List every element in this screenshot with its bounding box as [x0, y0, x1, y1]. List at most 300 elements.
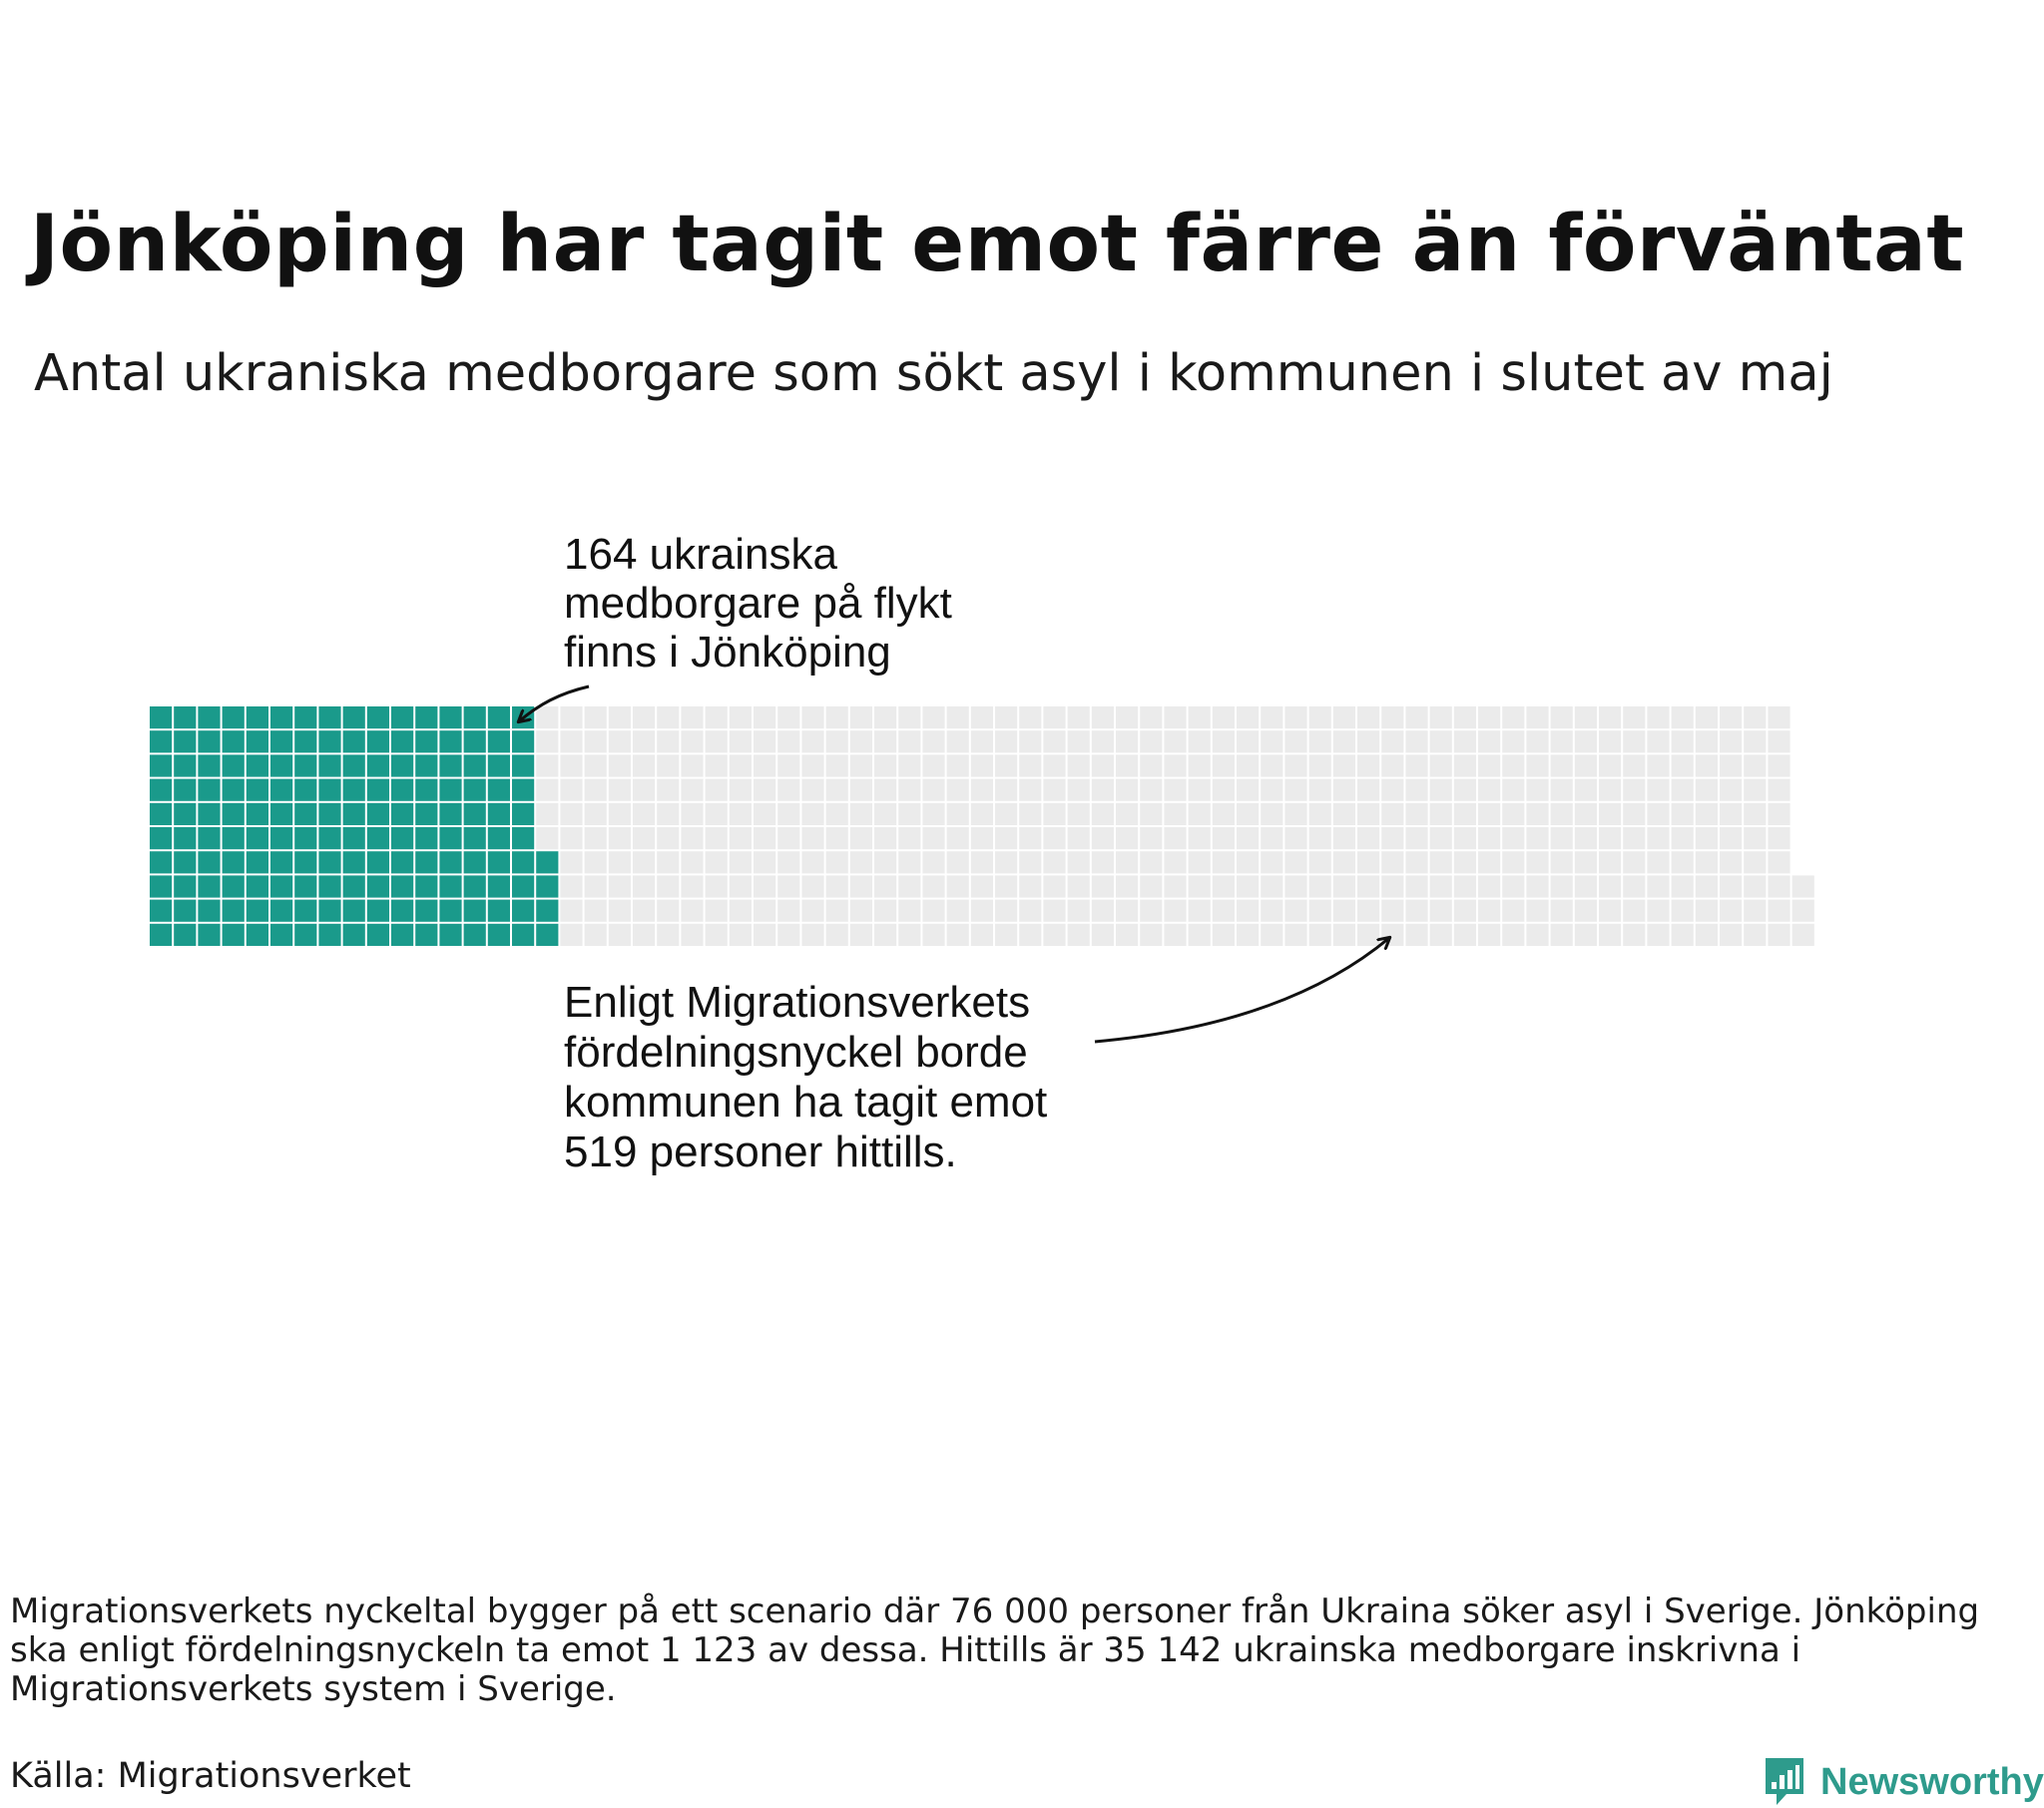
waffle-cell-expected	[826, 924, 848, 946]
waffle-cell-actual	[247, 779, 268, 801]
waffle-cell-actual	[439, 754, 461, 776]
waffle-cell-expected	[1237, 924, 1259, 946]
waffle-cell-expected	[706, 803, 728, 825]
waffle-cell-actual	[223, 730, 245, 752]
waffle-cell-expected	[706, 875, 728, 897]
waffle-cell-actual	[223, 900, 245, 922]
waffle-cell-actual	[367, 851, 389, 873]
waffle-cell-expected	[1599, 924, 1621, 946]
waffle-cell-expected	[922, 900, 944, 922]
waffle-cell-expected	[1599, 803, 1621, 825]
waffle-cell-expected	[1526, 730, 1548, 752]
waffle-cell-expected	[1237, 827, 1259, 849]
waffle-cell-expected	[754, 851, 775, 873]
waffle-cell-actual	[415, 924, 437, 946]
waffle-cell-expected	[1405, 924, 1427, 946]
waffle-cell-actual	[391, 706, 413, 728]
waffle-cell-expected	[777, 900, 799, 922]
waffle-cell-expected	[1116, 754, 1138, 776]
waffle-cell-expected	[1164, 779, 1186, 801]
waffle-cell-actual	[439, 827, 461, 849]
waffle-cell-actual	[488, 851, 510, 873]
waffle-cell-expected	[657, 706, 679, 728]
waffle-cell-expected	[1043, 730, 1065, 752]
waffle-cell-expected	[1430, 730, 1452, 752]
waffle-cell-expected	[1623, 779, 1645, 801]
annotation-actual-line: medborgare på flykt	[564, 579, 952, 628]
waffle-cell-expected	[898, 803, 920, 825]
waffle-cell-actual	[488, 900, 510, 922]
waffle-cell-expected	[1720, 706, 1742, 728]
waffle-cell-expected	[971, 827, 993, 849]
waffle-cell-expected	[777, 730, 799, 752]
waffle-cell-expected	[1647, 875, 1669, 897]
waffle-cell-expected	[777, 827, 799, 849]
waffle-cell-expected	[874, 730, 896, 752]
waffle-cell-actual	[294, 851, 316, 873]
waffle-cell-expected	[560, 924, 582, 946]
waffle-cell-expected	[1116, 779, 1138, 801]
waffle-cell-actual	[439, 803, 461, 825]
waffle-cell-actual	[198, 924, 220, 946]
waffle-cell-expected	[1526, 803, 1548, 825]
waffle-cell-expected	[1502, 924, 1524, 946]
waffle-cell-expected	[1672, 706, 1694, 728]
waffle-cell-expected	[1068, 875, 1090, 897]
waffle-cell-expected	[801, 924, 823, 946]
waffle-cell-expected	[1092, 900, 1114, 922]
waffle-cell-expected	[971, 706, 993, 728]
waffle-cell-actual	[270, 924, 292, 946]
waffle-cell-expected	[1575, 900, 1597, 922]
waffle-cell-expected	[1696, 900, 1718, 922]
annotation-actual-line: 164 ukrainska	[564, 530, 837, 579]
waffle-cell-expected	[1478, 827, 1500, 849]
waffle-cell-expected	[1478, 706, 1500, 728]
waffle-cell-actual	[270, 779, 292, 801]
waffle-cell-expected	[1623, 827, 1645, 849]
waffle-cell-expected	[1237, 730, 1259, 752]
waffle-cell-expected	[1768, 754, 1789, 776]
waffle-cell-expected	[1261, 827, 1282, 849]
waffle-cell-expected	[1478, 851, 1500, 873]
waffle-cell-expected	[1116, 827, 1138, 849]
waffle-cell-expected	[995, 730, 1017, 752]
waffle-cell-expected	[1744, 779, 1766, 801]
waffle-cell-expected	[609, 803, 631, 825]
waffle-cell-expected	[730, 730, 752, 752]
waffle-cell-expected	[826, 803, 848, 825]
waffle-cell-actual	[439, 779, 461, 801]
waffle-cell-expected	[1019, 779, 1041, 801]
waffle-cell-expected	[1672, 875, 1694, 897]
waffle-cell-expected	[1189, 851, 1211, 873]
waffle-cell-expected	[971, 779, 993, 801]
waffle-cell-actual	[247, 900, 268, 922]
waffle-cell-expected	[536, 827, 558, 849]
waffle-cell-expected	[1043, 803, 1065, 825]
waffle-cell-expected	[1575, 754, 1597, 776]
waffle-cell-expected	[1744, 827, 1766, 849]
waffle-cell-expected	[1213, 875, 1235, 897]
waffle-cell-expected	[1068, 803, 1090, 825]
waffle-cell-expected	[1261, 754, 1282, 776]
waffle-cell-expected	[1575, 779, 1597, 801]
waffle-cell-expected	[1672, 851, 1694, 873]
waffle-cell-actual	[512, 730, 534, 752]
waffle-cell-expected	[1261, 706, 1282, 728]
waffle-cell-expected	[947, 754, 969, 776]
waffle-cell-expected	[1647, 754, 1669, 776]
waffle-cell-expected	[1647, 706, 1669, 728]
waffle-cell-expected	[1405, 827, 1427, 849]
waffle-cell-expected	[1309, 730, 1331, 752]
waffle-cell-expected	[777, 754, 799, 776]
waffle-cell-expected	[706, 706, 728, 728]
waffle-cell-expected	[1792, 900, 1814, 922]
waffle-cell-expected	[1405, 875, 1427, 897]
waffle-cell-expected	[1599, 779, 1621, 801]
waffle-cell-expected	[1140, 730, 1162, 752]
waffle-cell-expected	[1672, 779, 1694, 801]
waffle-cell-actual	[512, 827, 534, 849]
waffle-cell-expected	[1430, 851, 1452, 873]
waffle-cell-actual	[464, 900, 486, 922]
waffle-cell-actual	[391, 924, 413, 946]
waffle-cell-expected	[898, 900, 920, 922]
waffle-cell-expected	[730, 924, 752, 946]
waffle-cell-expected	[1647, 779, 1669, 801]
waffle-cell-actual	[247, 730, 268, 752]
waffle-cell-actual	[174, 875, 196, 897]
waffle-cell-expected	[874, 875, 896, 897]
waffle-cell-actual	[270, 754, 292, 776]
waffle-cell-expected	[1309, 779, 1331, 801]
waffle-cells	[150, 706, 1814, 946]
waffle-cell-expected	[1575, 851, 1597, 873]
waffle-cell-expected	[1720, 900, 1742, 922]
waffle-cell-expected	[1696, 924, 1718, 946]
waffle-cell-expected	[1164, 730, 1186, 752]
waffle-cell-expected	[1237, 779, 1259, 801]
waffle-cell-actual	[536, 875, 558, 897]
waffle-cell-expected	[657, 754, 679, 776]
waffle-cell-expected	[560, 827, 582, 849]
waffle-cell-expected	[995, 924, 1017, 946]
waffle-cell-expected	[609, 900, 631, 922]
waffle-cell-expected	[1526, 851, 1548, 873]
waffle-cell-expected	[1092, 779, 1114, 801]
waffle-cell-expected	[1405, 754, 1427, 776]
waffle-cell-expected	[1623, 706, 1645, 728]
waffle-cell-expected	[560, 900, 582, 922]
waffle-cell-expected	[1454, 875, 1476, 897]
waffle-cell-expected	[1720, 779, 1742, 801]
waffle-cell-expected	[560, 803, 582, 825]
waffle-cell-expected	[1043, 827, 1065, 849]
waffle-cell-expected	[777, 924, 799, 946]
waffle-cell-expected	[730, 706, 752, 728]
waffle-cell-actual	[223, 924, 245, 946]
waffle-cell-expected	[1623, 875, 1645, 897]
waffle-cell-expected	[633, 730, 655, 752]
waffle-cell-actual	[174, 779, 196, 801]
waffle-cell-actual	[488, 779, 510, 801]
waffle-cell-actual	[343, 803, 365, 825]
waffle-cell-actual	[247, 827, 268, 849]
waffle-cell-expected	[1623, 900, 1645, 922]
waffle-cell-expected	[826, 827, 848, 849]
waffle-cell-actual	[488, 924, 510, 946]
waffle-cell-actual	[464, 875, 486, 897]
waffle-cell-actual	[439, 900, 461, 922]
waffle-cell-expected	[1502, 706, 1524, 728]
waffle-cell-actual	[415, 900, 437, 922]
waffle-cell-actual	[343, 706, 365, 728]
waffle-cell-expected	[1357, 875, 1379, 897]
waffle-cell-expected	[1405, 730, 1427, 752]
waffle-cell-expected	[1164, 851, 1186, 873]
waffle-cell-actual	[150, 827, 172, 849]
waffle-cell-expected	[874, 851, 896, 873]
waffle-cell-expected	[1357, 803, 1379, 825]
waffle-cell-expected	[609, 779, 631, 801]
waffle-cell-expected	[971, 730, 993, 752]
waffle-cell-expected	[1430, 827, 1452, 849]
waffle-cell-expected	[1237, 754, 1259, 776]
waffle-cell-expected	[633, 851, 655, 873]
waffle-cell-expected	[1284, 875, 1306, 897]
waffle-cell-expected	[536, 706, 558, 728]
waffle-cell-expected	[1189, 924, 1211, 946]
waffle-cell-expected	[657, 924, 679, 946]
waffle-cell-expected	[1019, 851, 1041, 873]
waffle-cell-expected	[1043, 875, 1065, 897]
waffle-cell-expected	[995, 900, 1017, 922]
waffle-cell-expected	[1140, 779, 1162, 801]
waffle-cell-expected	[706, 900, 728, 922]
waffle-cell-expected	[681, 730, 703, 752]
waffle-cell-expected	[1381, 827, 1403, 849]
waffle-cell-expected	[1189, 730, 1211, 752]
waffle-cell-actual	[174, 730, 196, 752]
waffle-cell-expected	[801, 900, 823, 922]
brand-logo	[1763, 1756, 2044, 1808]
waffle-cell-actual	[150, 779, 172, 801]
waffle-cell-expected	[801, 803, 823, 825]
waffle-cell-expected	[754, 706, 775, 728]
waffle-cell-actual	[367, 827, 389, 849]
waffle-cell-expected	[1309, 754, 1331, 776]
waffle-cell-expected	[1140, 827, 1162, 849]
waffle-cell-actual	[464, 706, 486, 728]
waffle-cell-expected	[754, 803, 775, 825]
waffle-cell-expected	[1284, 924, 1306, 946]
waffle-cell-expected	[1430, 754, 1452, 776]
waffle-cell-expected	[1405, 706, 1427, 728]
waffle-cell-expected	[1599, 900, 1621, 922]
waffle-cell-expected	[1768, 900, 1789, 922]
waffle-cell-expected	[1381, 706, 1403, 728]
waffle-cell-expected	[1116, 900, 1138, 922]
waffle-cell-actual	[198, 754, 220, 776]
waffle-cell-expected	[1213, 779, 1235, 801]
annotation-expected	[564, 978, 1060, 1176]
waffle-cell-expected	[1744, 875, 1766, 897]
waffle-cell-actual	[391, 900, 413, 922]
waffle-cell-actual	[318, 875, 340, 897]
waffle-cell-expected	[801, 779, 823, 801]
waffle-cell-actual	[294, 754, 316, 776]
waffle-cell-expected	[1502, 851, 1524, 873]
waffle-cell-expected	[1551, 924, 1573, 946]
waffle-cell-actual	[150, 803, 172, 825]
waffle-cell-expected	[1019, 803, 1041, 825]
waffle-cell-expected	[1381, 803, 1403, 825]
waffle-cell-expected	[1502, 754, 1524, 776]
waffle-cell-expected	[1502, 779, 1524, 801]
waffle-cell-expected	[1696, 875, 1718, 897]
waffle-cell-expected	[922, 754, 944, 776]
waffle-cell-actual	[343, 851, 365, 873]
waffle-cell-actual	[270, 900, 292, 922]
waffle-cell-expected	[947, 779, 969, 801]
waffle-cell-expected	[1526, 706, 1548, 728]
waffle-cell-expected	[754, 754, 775, 776]
waffle-cell-expected	[995, 754, 1017, 776]
waffle-cell-expected	[995, 851, 1017, 873]
waffle-cell-expected	[1284, 900, 1306, 922]
waffle-cell-expected	[1116, 851, 1138, 873]
waffle-cell-actual	[318, 851, 340, 873]
waffle-cell-expected	[1333, 779, 1355, 801]
waffle-cell-expected	[777, 803, 799, 825]
annotation-actual-line: finns i Jönköping	[564, 628, 891, 677]
waffle-cell-expected	[1333, 730, 1355, 752]
waffle-cell-actual	[318, 900, 340, 922]
waffle-cell-expected	[681, 779, 703, 801]
waffle-cell-expected	[1623, 730, 1645, 752]
waffle-cell-expected	[585, 924, 607, 946]
waffle-cell-expected	[850, 924, 872, 946]
waffle-cell-expected	[850, 706, 872, 728]
waffle-cell-actual	[294, 924, 316, 946]
waffle-cell-expected	[1430, 706, 1452, 728]
waffle-cell-expected	[1575, 875, 1597, 897]
waffle-cell-expected	[874, 779, 896, 801]
waffle-cell-expected	[1213, 730, 1235, 752]
waffle-cell-expected	[1164, 803, 1186, 825]
waffle-cell-expected	[1768, 730, 1789, 752]
waffle-cell-expected	[898, 730, 920, 752]
waffle-cell-expected	[1454, 900, 1476, 922]
waffle-cell-expected	[1744, 706, 1766, 728]
waffle-cell-expected	[1333, 875, 1355, 897]
waffle-cell-expected	[1333, 851, 1355, 873]
waffle-cell-expected	[947, 827, 969, 849]
waffle-cell-expected	[1068, 754, 1090, 776]
waffle-cell-expected	[730, 779, 752, 801]
waffle-cell-expected	[777, 706, 799, 728]
waffle-cell-expected	[1237, 875, 1259, 897]
waffle-cell-actual	[391, 730, 413, 752]
waffle-cell-expected	[1551, 803, 1573, 825]
waffle-cell-expected	[1478, 779, 1500, 801]
waffle-cell-expected	[898, 875, 920, 897]
waffle-cell-expected	[657, 779, 679, 801]
waffle-cell-expected	[657, 900, 679, 922]
waffle-cell-actual	[343, 924, 365, 946]
waffle-cell-expected	[609, 827, 631, 849]
waffle-cell-expected	[609, 754, 631, 776]
waffle-cell-expected	[1019, 924, 1041, 946]
waffle-cell-actual	[223, 827, 245, 849]
waffle-cell-actual	[488, 754, 510, 776]
waffle-cell-expected	[1261, 779, 1282, 801]
waffle-cell-actual	[343, 875, 365, 897]
waffle-cell-expected	[874, 754, 896, 776]
waffle-cell-actual	[343, 754, 365, 776]
waffle-cell-actual	[223, 706, 245, 728]
waffle-cell-expected	[1189, 803, 1211, 825]
waffle-cell-expected	[1357, 924, 1379, 946]
waffle-cell-expected	[633, 827, 655, 849]
waffle-cell-expected	[1213, 924, 1235, 946]
waffle-cell-expected	[971, 900, 993, 922]
waffle-cell-expected	[585, 900, 607, 922]
waffle-cell-actual	[439, 924, 461, 946]
waffle-cell-expected	[971, 875, 993, 897]
waffle-cell-actual	[488, 827, 510, 849]
waffle-cell-expected	[1744, 730, 1766, 752]
waffle-cell-expected	[850, 803, 872, 825]
waffle-cell-expected	[1575, 827, 1597, 849]
waffle-cell-expected	[1430, 803, 1452, 825]
waffle-cell-actual	[488, 803, 510, 825]
waffle-cell-expected	[1744, 900, 1766, 922]
waffle-cell-actual	[150, 851, 172, 873]
waffle-cell-expected	[1454, 803, 1476, 825]
waffle-cell-actual	[247, 851, 268, 873]
waffle-cell-expected	[898, 754, 920, 776]
waffle-cell-expected	[1068, 730, 1090, 752]
waffle-cell-expected	[1261, 803, 1282, 825]
waffle-cell-actual	[223, 754, 245, 776]
waffle-cell-expected	[826, 754, 848, 776]
waffle-cell-expected	[1454, 730, 1476, 752]
waffle-cell-actual	[150, 706, 172, 728]
waffle-cell-actual	[294, 827, 316, 849]
waffle-cell-expected	[536, 803, 558, 825]
waffle-cell-actual	[464, 754, 486, 776]
waffle-cell-actual	[367, 803, 389, 825]
waffle-cell-expected	[1309, 706, 1331, 728]
waffle-cell-expected	[1381, 900, 1403, 922]
waffle-cell-expected	[585, 779, 607, 801]
waffle-cell-expected	[1043, 851, 1065, 873]
waffle-cell-expected	[1551, 754, 1573, 776]
waffle-cell-expected	[1792, 875, 1814, 897]
waffle-cell-expected	[1189, 706, 1211, 728]
brand-name: Newsworthy	[1820, 1760, 2044, 1803]
waffle-cell-actual	[464, 779, 486, 801]
waffle-cell-expected	[1599, 754, 1621, 776]
waffle-cell-actual	[415, 730, 437, 752]
waffle-cell-expected	[1333, 924, 1355, 946]
waffle-cell-expected	[922, 779, 944, 801]
waffle-cell-expected	[1189, 875, 1211, 897]
waffle-cell-actual	[512, 875, 534, 897]
